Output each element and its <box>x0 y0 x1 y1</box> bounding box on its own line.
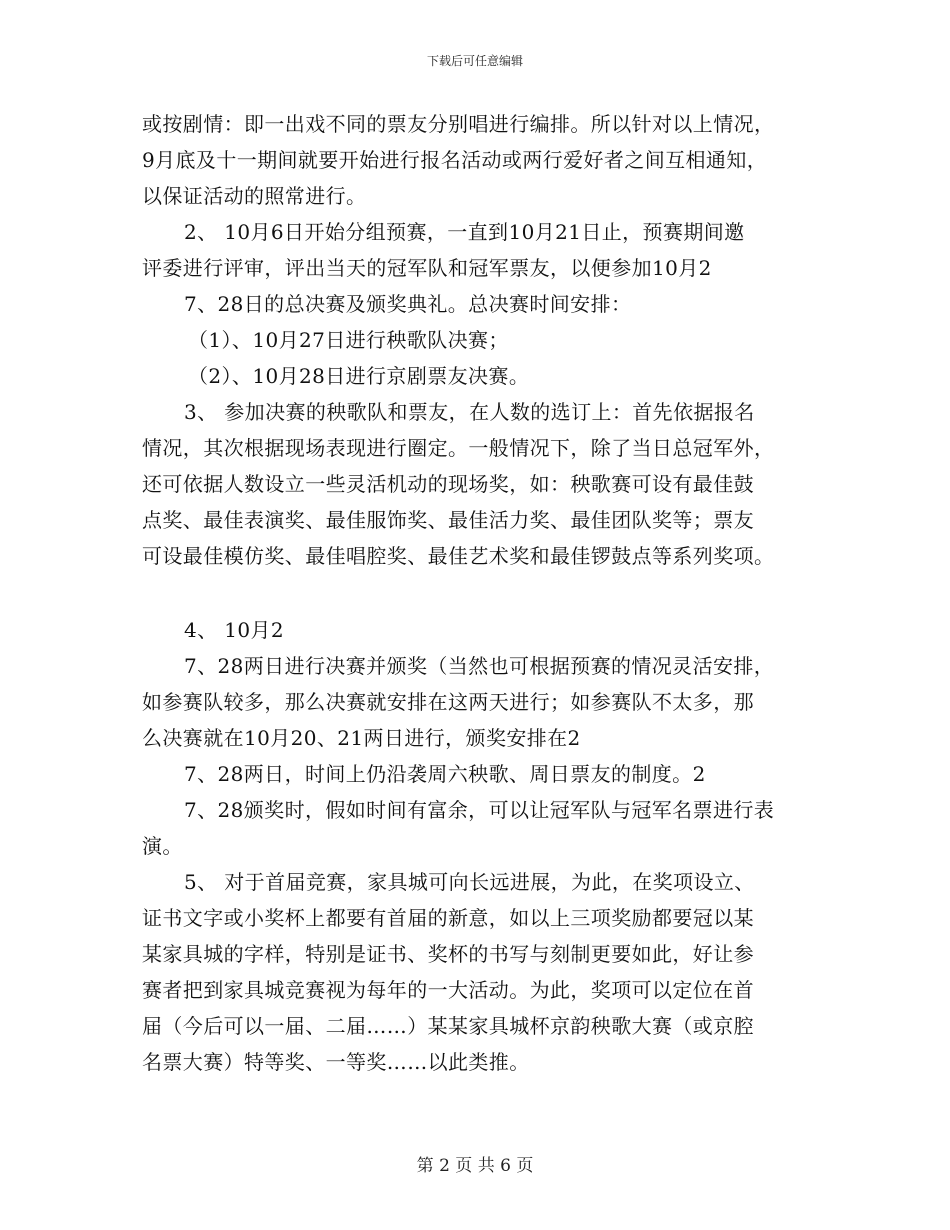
body-line: 9月底及十一期间就要开始进行报名活动或两行爱好者之间互相通知， <box>142 148 768 172</box>
body-line: 或按剧情：即一出戏不同的票友分别唱进行编排。所以针对以上情况， <box>142 112 775 136</box>
paragraph-3-start: 3、 参加决赛的秧歌队和票友，在人数的选订上：首先依据报名 <box>184 400 755 424</box>
paragraph-2-start: 2、 10月6日开始分组预赛，一直到10月21日止，预赛期间邀 <box>184 220 745 244</box>
document-body <box>142 106 810 1080</box>
page-header: 下载后可任意编辑 <box>426 54 523 68</box>
body-line: 以保证活动的照常进行。 <box>142 184 367 208</box>
paragraph-4-start: 4、 10月2 <box>184 618 285 642</box>
body-line: 赛者把到家具城竞赛视为每年的一大活动。为此，奖项可以定位在首 <box>142 978 754 1002</box>
paragraph-gap <box>142 574 810 612</box>
body-line: 某家具城的字样，特别是证书、奖杯的书写与刻制更要如此，好让参 <box>142 942 754 966</box>
body-line: 证书文字或小奖杯上都要有首届的新意，如以上三项奖励都要冠以某 <box>142 906 754 930</box>
schedule-item-1: （1）、10月27日进行秧歌队决赛； <box>188 328 509 352</box>
body-line: 届（今后可以一届、二届……）某某家具城杯京韵秧歌大赛（或京腔 <box>142 1014 754 1038</box>
schedule-item-2: （2）、10月28日进行京剧票友决赛。 <box>188 364 530 388</box>
body-line: 情况，其次根据现场表现进行圈定。一般情况下，除了当日总冠军外， <box>142 436 775 460</box>
paragraph-5-start: 5、 对于首届竞赛，家具城可向长远进展，为此，在奖项设立、 <box>184 870 755 894</box>
body-line: 评委进行评审，评出当天的冠军队和冠军票友，以便参加10月2 <box>142 256 712 280</box>
body-line: 点奖、最佳表演奖、最佳服饰奖、最佳活力奖、最佳团队奖等；票友 <box>142 508 754 532</box>
body-line: 么决赛就在10月20、21两日进行，颁奖安排在2 <box>142 726 581 750</box>
body-line: 可设最佳模仿奖、最佳唱腔奖、最佳艺术奖和最佳锣鼓点等系列奖项。 <box>142 544 775 568</box>
body-line: 7、28颁奖时，假如时间有富余，可以让冠军队与冠军名票进行表 <box>184 798 775 822</box>
body-line: 名票大赛）特等奖、一等奖……以此类推。 <box>142 1050 530 1074</box>
body-line: 7、28日的总决赛及颁奖典礼。总决赛时间安排： <box>184 292 632 316</box>
page-number-footer: 第 2 页 共 6 页 <box>416 1156 534 1176</box>
body-line: 还可依据人数设立一些灵活机动的现场奖，如：秧歌赛可设有最佳鼓 <box>142 472 754 496</box>
body-line: 如参赛队较多，那么决赛就安排在这两天进行；如参赛队不太多，那 <box>142 690 754 714</box>
body-line: 7、28两日进行决赛并颁奖（当然也可根据预赛的情况灵活安排， <box>184 654 775 678</box>
body-line: 7、28两日，时间上仍沿袭周六秧歌、周日票友的制度。2 <box>184 762 706 786</box>
body-line: 演。 <box>142 834 183 858</box>
